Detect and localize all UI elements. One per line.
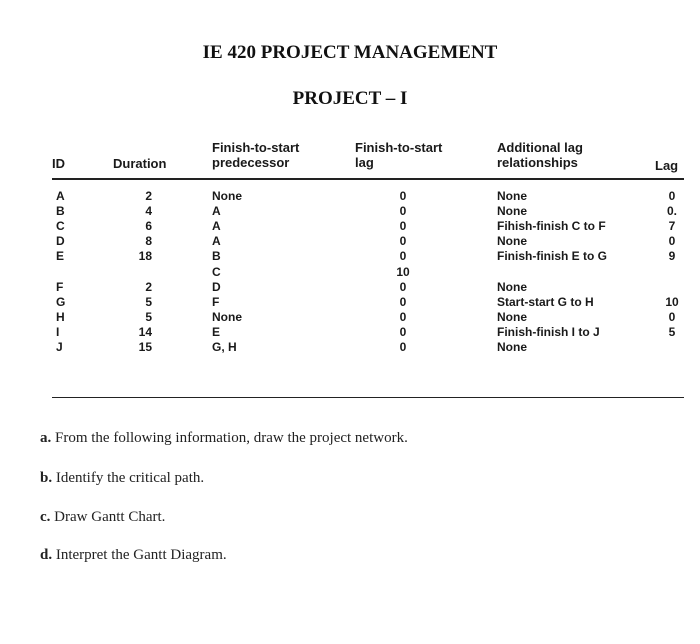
cell-id: B	[56, 204, 65, 219]
question-b: b. Identify the critical path.	[40, 470, 205, 486]
question-c: c. Draw Gantt Chart.	[40, 509, 166, 525]
cell-rel-lag: 0.	[666, 204, 677, 219]
cell-fts-lag: 0	[399, 249, 407, 264]
cell-additional-rel: None	[497, 189, 527, 203]
col-header-duration: Duration	[113, 156, 167, 171]
cell-fts-lag: 10	[396, 264, 410, 279]
cell-fts-lag: 0	[399, 340, 407, 354]
cell-id: I	[56, 324, 60, 339]
cell-id: C	[56, 219, 65, 234]
cell-additional-rel: None	[497, 234, 527, 249]
cell-fts-lag: 0	[399, 189, 407, 203]
cell-additional-rel: None	[497, 279, 527, 294]
col-header-additional-lag: Additional lag relationships	[497, 140, 583, 170]
cell-predecessor: A	[212, 234, 221, 249]
cell-additional-rel: Start-start G to H	[497, 294, 594, 309]
document-title: IE 420 PROJECT MANAGEMENT	[202, 42, 498, 63]
col-header-lag: Lag	[655, 158, 679, 173]
cell-predecessor: A	[212, 204, 221, 219]
cell-additional-rel: Finish-finish E to G	[497, 249, 607, 264]
cell-predecessor: A	[212, 219, 221, 234]
cell-fts-lag: 0	[399, 204, 407, 219]
cell-rel-lag: 0	[668, 309, 676, 324]
cell-rel-lag: 5	[668, 324, 676, 339]
cell-predecessor: G, H	[212, 340, 237, 354]
cell-duration: 5	[145, 309, 152, 324]
cell-duration: 2	[145, 189, 152, 203]
col-header-fts-predecessor: Finish-to-start predecessor	[212, 140, 300, 170]
cell-fts-lag: 0	[399, 219, 407, 234]
cell-duration: 8	[145, 234, 152, 249]
col-header-fts-lag: Finish-to-start lag	[355, 140, 443, 170]
question-a: a. From the following information, draw the project network.	[40, 430, 408, 446]
cell-id: A	[56, 189, 65, 203]
question-d: d. Interpret the Gantt Diagram.	[40, 547, 227, 563]
cell-predecessor: E	[212, 324, 221, 339]
cell-duration: 15	[138, 340, 152, 354]
cell-predecessor: D	[212, 279, 221, 294]
cell-duration: 6	[145, 219, 152, 234]
cell-id: J	[56, 340, 63, 354]
cell-rel-lag: 7	[668, 219, 676, 234]
cell-fts-lag: 0	[399, 279, 407, 294]
cell-predecessor: B	[212, 249, 221, 264]
cell-id: E	[56, 249, 65, 264]
cell-rel-lag: 0	[668, 234, 676, 249]
cell-predecessor: C	[212, 264, 221, 279]
cell-rel-lag: 10	[665, 294, 679, 309]
cell-fts-lag: 0	[399, 309, 407, 324]
cell-duration: 5	[145, 294, 152, 309]
cell-predecessor: None	[212, 309, 242, 324]
cell-additional-rel: None	[497, 340, 527, 354]
cell-additional-rel: None	[497, 204, 527, 219]
cell-id: D	[56, 234, 65, 249]
cell-duration: 4	[145, 204, 152, 219]
cell-additional-rel: None	[497, 309, 527, 324]
col-header-id: ID	[52, 156, 65, 171]
cell-duration: 14	[138, 324, 152, 339]
cell-additional-rel: Finish-finish I to J	[497, 324, 600, 339]
cell-fts-lag: 0	[399, 234, 407, 249]
header-rule	[52, 178, 684, 180]
document-subtitle: PROJECT – I	[292, 88, 408, 109]
cell-rel-lag: 0	[668, 189, 676, 203]
cell-predecessor: F	[212, 294, 220, 309]
cell-id: G	[56, 294, 66, 309]
cell-predecessor: None	[212, 189, 242, 203]
cell-fts-lag: 0	[399, 294, 407, 309]
cell-id: F	[56, 279, 64, 294]
footer-rule	[52, 397, 684, 398]
cell-duration: 18	[138, 249, 152, 264]
cell-duration: 2	[145, 279, 152, 294]
cell-fts-lag: 0	[399, 324, 407, 339]
cell-rel-lag: 9	[668, 249, 676, 264]
cell-additional-rel: Fihish-finish C to F	[497, 219, 606, 234]
cell-id: H	[56, 309, 65, 324]
